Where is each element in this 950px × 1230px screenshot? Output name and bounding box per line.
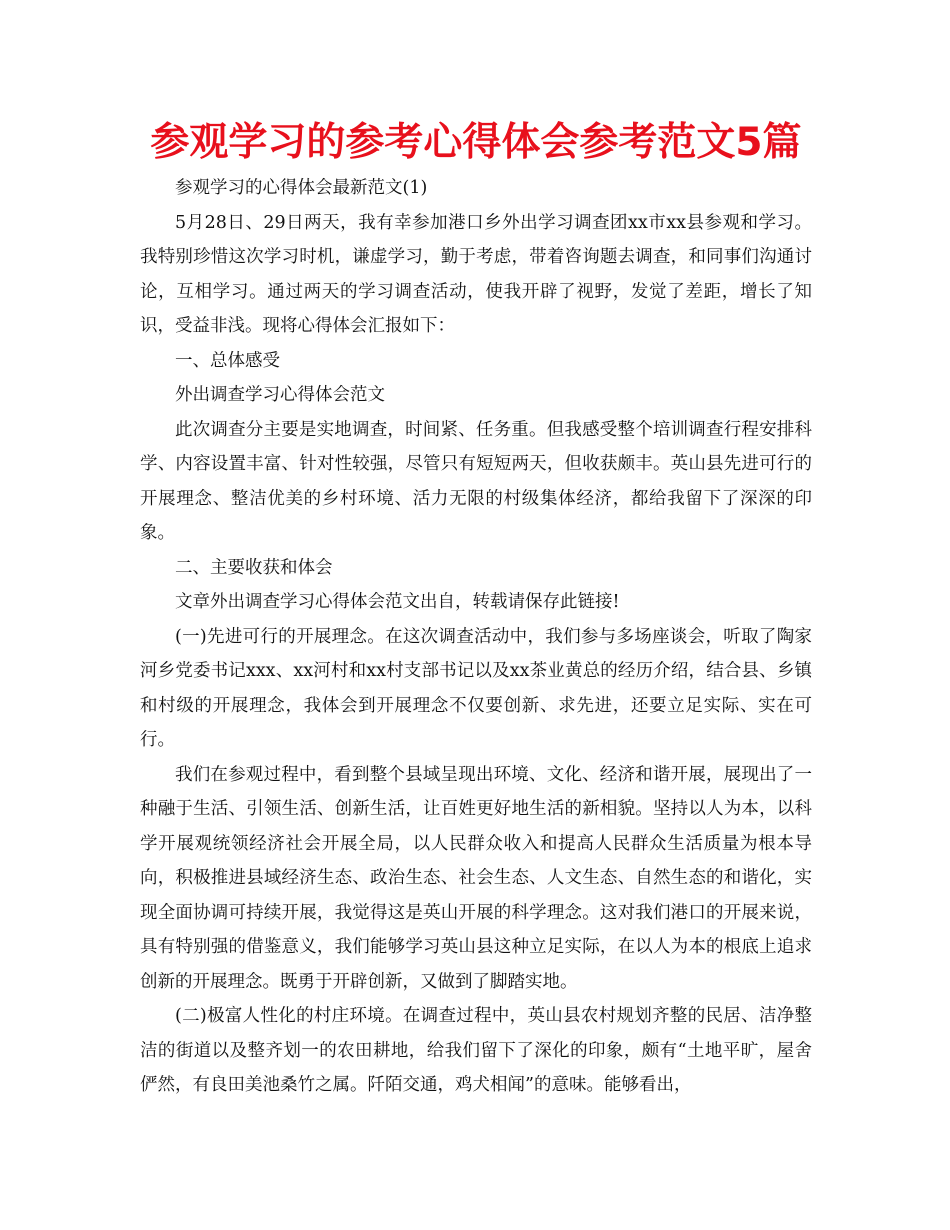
paragraph: 5月28日、29日两天，我有幸参加港口乡外出学习调查团xx市xx县参观和学习。我特别珍惜这次学习时机，谦虚学习，勤于考虑，带着咨询题去调查，和同事们沟通讨论，互相学习。通过两天的学习调查活动，使我开辟了视野，发觉了差距，增长了知识，受益非浅。现将心得体会汇报如下： [140, 212, 812, 336]
document-body [140, 171, 812, 1103]
paragraph: 外出调查学习心得体会范文 [175, 385, 385, 405]
paragraph: (一)先进可行的开展理念。在这次调查活动中，我们参与多场座谈会，听取了陶家河乡党委书记xxx、xx河村和xx村支部书记以及xx茶业黄总的经历介绍，结合县、乡镇和村级的开展理念，我体会到开展理念不仅要创新、求先进，还要立足实际、实在可行。 [140, 626, 812, 750]
document-page [140, 115, 812, 1103]
section-heading: 二、主要收获和体会 [175, 557, 333, 578]
section-heading: 一、总体感受 [175, 350, 280, 371]
paragraph: 文章外出调查学习心得体会范文出自，转载请保存此链接! [175, 592, 620, 612]
paragraph: (二)极富人性化的村庄环境。在调查过程中，英山县农村规划齐整的民居、洁净整洁的街道以及整齐划一的农田耕地，给我们留下了深化的印象，颇有“土地平旷，屋舍俨然，有良田美池桑竹之属。阡陌交通，鸡犬相闻”的意味。能够看出， [140, 1006, 812, 1095]
paragraph: 我们在参观过程中，看到整个县域呈现出环境、文化、经济和谐开展，展现出了一种融于生活、引领生活、创新生活，让百姓更好地生活的新相貌。坚持以人为本，以科学开展观统领经济社会开展全局，以人民群众收入和提高人民群众生活质量为根本导向，积极推进县域经济生态、政治生态、社会生态、人文生态、自然生态的和谐化，实现全面协调可持续开展，我觉得这是英山开展的科学理念。这对我们港口的开展来说，具有特别强的借鉴意义，我们能够学习英山县这种立足实际，在以人为本的根底上追求创新的开展理念。既勇于开辟创新，又做到了脚踏实地。 [140, 764, 812, 992]
document-title: 参观学习的参考心得体会参考范文5篇 [150, 120, 802, 165]
paragraph: 参观学习的心得体会最新范文(1) [175, 178, 428, 198]
paragraph: 此次调查分主要是实地调查，时间紧、任务重。但我感受整个培训调查行程安排科学、内容设置丰富、针对性较强，尽管只有短短两天，但收获颇丰。英山县先进可行的开展理念、整洁优美的乡村环境、活力无限的村级集体经济，都给我留下了深深的印象。 [140, 419, 812, 543]
